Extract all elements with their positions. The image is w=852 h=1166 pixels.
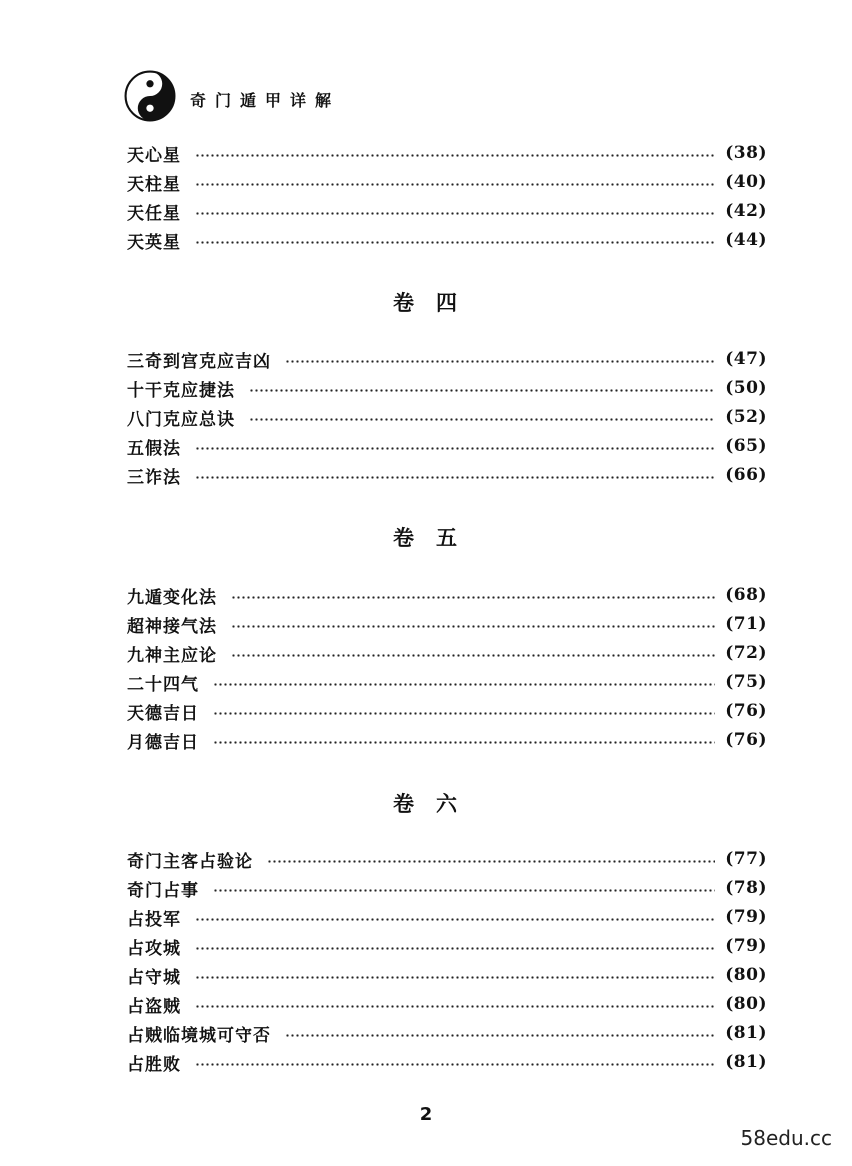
toc-entry-title: 九遁变化法 — [127, 587, 217, 608]
toc-entry-page: (50) — [725, 378, 767, 398]
toc-entry-title: 五假法 — [127, 438, 181, 459]
toc-entry-title: 天心星 — [127, 145, 181, 166]
toc-entry-page: (80) — [725, 994, 767, 1014]
toc-entry-title: 超神接气法 — [127, 616, 217, 637]
toc-entry-page: (65) — [725, 436, 767, 456]
dot-leader — [231, 654, 715, 657]
toc-entry-page: (47) — [725, 349, 767, 369]
book-title: 奇门遁甲详解 — [190, 90, 341, 110]
toc-entry-title: 占守城 — [127, 967, 181, 988]
dot-leader — [195, 976, 715, 979]
dot-leader — [195, 918, 715, 921]
dot-leader — [267, 860, 715, 863]
dot-leader — [195, 241, 715, 244]
dot-leader — [213, 741, 715, 744]
toc-entry-page: (77) — [725, 849, 767, 869]
toc-entry-page: (79) — [725, 907, 767, 927]
toc-entry[interactable] — [127, 727, 767, 753]
toc-entry-title: 天德吉日 — [127, 703, 199, 724]
toc-entry[interactable] — [127, 640, 767, 666]
toc-entry[interactable] — [127, 669, 767, 695]
toc-entry-title: 三奇到宫克应吉凶 — [127, 351, 271, 372]
toc-entry[interactable] — [127, 582, 767, 608]
toc-entry[interactable] — [127, 140, 767, 166]
dot-leader — [195, 183, 715, 186]
toc-entry[interactable] — [127, 375, 767, 401]
toc-entry-page: (42) — [725, 201, 767, 221]
toc-entry-title: 奇门占事 — [127, 880, 199, 901]
toc-entry[interactable] — [127, 611, 767, 637]
dot-leader — [195, 447, 715, 450]
dot-leader — [195, 212, 715, 215]
toc-entry-page: (79) — [725, 936, 767, 956]
volume-heading: 卷五 — [393, 525, 479, 550]
toc-entry[interactable] — [127, 404, 767, 430]
dot-leader — [231, 596, 715, 599]
toc-entry[interactable] — [127, 698, 767, 724]
toc-entry-title: 天柱星 — [127, 174, 181, 195]
toc-entry-title: 奇门主客占验论 — [127, 851, 253, 872]
toc-entry-title: 占胜败 — [127, 1054, 181, 1075]
toc-entry[interactable] — [127, 346, 767, 372]
dot-leader — [249, 418, 715, 421]
dot-leader — [213, 889, 715, 892]
toc-entry[interactable] — [127, 904, 767, 930]
dot-leader — [195, 947, 715, 950]
toc-entry[interactable] — [127, 169, 767, 195]
toc-entry-title: 月德吉日 — [127, 732, 199, 753]
toc-entry-title: 占盗贼 — [127, 996, 181, 1017]
toc-entry-page: (76) — [725, 701, 767, 721]
toc-entry-page: (78) — [725, 878, 767, 898]
dot-leader — [195, 1005, 715, 1008]
toc-entry-page: (80) — [725, 965, 767, 985]
toc-entry-page: (81) — [725, 1052, 767, 1072]
volume-heading: 卷四 — [393, 290, 479, 315]
dot-leader — [285, 1034, 715, 1037]
toc-entry-title: 占贼临境城可守否 — [127, 1025, 271, 1046]
dot-leader — [213, 683, 715, 686]
dot-leader — [249, 389, 715, 392]
toc-entry[interactable] — [127, 991, 767, 1017]
toc-entry-page: (75) — [725, 672, 767, 692]
toc-entry[interactable] — [127, 198, 767, 224]
page-number: 2 — [419, 1104, 433, 1125]
dot-leader — [195, 1063, 715, 1066]
page-header — [124, 70, 340, 122]
toc-entry[interactable] — [127, 933, 767, 959]
dot-leader — [195, 476, 715, 479]
toc-entry-title: 天任星 — [127, 203, 181, 224]
toc-entry-title: 三诈法 — [127, 467, 181, 488]
toc-entry[interactable] — [127, 433, 767, 459]
toc-entry[interactable] — [127, 846, 767, 872]
dot-leader — [195, 154, 715, 157]
toc-entry-page: (66) — [725, 465, 767, 485]
toc-entry[interactable] — [127, 227, 767, 253]
dot-leader — [285, 360, 715, 363]
toc-entry-page: (68) — [725, 585, 767, 605]
dot-leader — [231, 625, 715, 628]
dot-leader — [213, 712, 715, 715]
toc-entry-page: (44) — [725, 230, 767, 250]
toc-entry-page: (81) — [725, 1023, 767, 1043]
toc-entry-title: 八门克应总诀 — [127, 409, 235, 430]
toc-entry-page: (72) — [725, 643, 767, 663]
toc-entry[interactable] — [127, 1049, 767, 1075]
watermark: 58edu.cc — [740, 1126, 832, 1150]
toc-entry[interactable] — [127, 875, 767, 901]
toc-entry[interactable] — [127, 962, 767, 988]
toc-entry-title: 占投军 — [127, 909, 181, 930]
toc-entry-title: 占攻城 — [127, 938, 181, 959]
toc-entry-title: 九神主应论 — [127, 645, 217, 666]
toc-entry-page: (38) — [725, 143, 767, 163]
toc-entry-page: (52) — [725, 407, 767, 427]
toc-entry-title: 天英星 — [127, 232, 181, 253]
volume-heading: 卷六 — [393, 791, 479, 816]
toc-entry-title: 二十四气 — [127, 674, 199, 695]
toc-entry-title: 十干克应捷法 — [127, 380, 235, 401]
toc-entry[interactable] — [127, 1020, 767, 1046]
toc-entry-page: (71) — [725, 614, 767, 634]
toc-entry-page: (76) — [725, 730, 767, 750]
toc-entry[interactable] — [127, 462, 767, 488]
yin-yang-icon — [124, 70, 176, 122]
toc-entry-page: (40) — [725, 172, 767, 192]
